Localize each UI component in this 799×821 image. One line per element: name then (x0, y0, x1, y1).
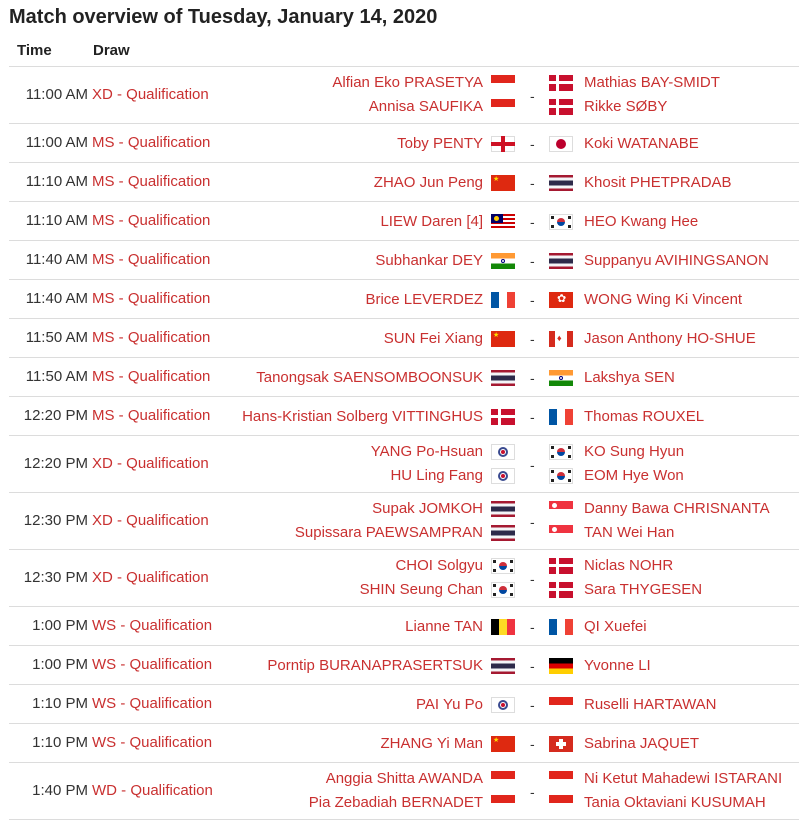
player-link-right[interactable]: Rikke SØBY (584, 98, 668, 115)
singapore-flag (549, 525, 573, 541)
page-title: Match overview of Tuesday, January 14, 2020 (9, 6, 438, 28)
indonesia-flag (549, 795, 573, 811)
player-link-right[interactable]: HEO Kwang Hee (584, 213, 699, 230)
match-time: 11:00 AM (25, 86, 88, 103)
india-flag (491, 253, 515, 269)
canada-flag: ♦ (549, 331, 573, 347)
draw-link[interactable]: MS - Qualification (92, 173, 211, 190)
player-link-right[interactable]: Niclas NOHR (584, 557, 674, 574)
player-link-right[interactable]: Lakshya SEN (584, 369, 675, 386)
match-row (9, 163, 799, 202)
korea-flag (491, 558, 515, 574)
column-header-time: Time (17, 42, 52, 59)
versus-separator: - (530, 175, 535, 191)
versus-separator: - (530, 214, 535, 230)
match-row (9, 763, 799, 820)
draw-link[interactable]: WS - Qualification (92, 656, 213, 673)
player-link-left[interactable]: Porntip BURANAPRASERTSUK (267, 657, 483, 674)
match-row (9, 607, 799, 646)
match-row (9, 493, 799, 550)
match-time: 1:10 PM (32, 695, 88, 712)
indonesia-flag (491, 99, 515, 115)
draw-link[interactable]: XD - Qualification (92, 569, 209, 586)
korea-flag (549, 468, 573, 484)
player-link-left[interactable]: Supak JOMKOH (372, 500, 483, 517)
player-link-right[interactable]: TAN Wei Han (584, 524, 675, 541)
indonesia-flag (549, 771, 573, 787)
draw-link[interactable]: WS - Qualification (92, 695, 213, 712)
match-time: 12:30 PM (23, 512, 88, 529)
denmark-flag (549, 99, 573, 115)
thailand-flag (491, 501, 515, 517)
france-flag (491, 292, 515, 308)
player-link-right[interactable]: QI Xuefei (584, 618, 647, 635)
china-flag: ★ (491, 331, 515, 347)
player-link-left[interactable]: Hans-Kristian Solberg VITTINGHUS (242, 408, 483, 425)
indonesia-flag (491, 795, 515, 811)
match-time: 1:40 PM (32, 782, 88, 799)
france-flag (549, 619, 573, 635)
player-link-left[interactable]: PAI Yu Po (416, 696, 483, 713)
thailand-flag (549, 253, 573, 269)
match-time: 11:40 AM (25, 290, 88, 307)
china-flag: ★ (491, 736, 515, 752)
draw-link[interactable]: MS - Qualification (92, 368, 211, 385)
match-table (9, 66, 799, 820)
player-link-left[interactable]: ZHAO Jun Peng (373, 174, 483, 191)
player-link-left[interactable]: ZHANG Yi Man (380, 735, 483, 752)
versus-separator: - (530, 784, 535, 800)
draw-link[interactable]: MS - Qualification (92, 212, 211, 229)
column-header-draw: Draw (93, 42, 130, 59)
indonesia-flag (491, 771, 515, 787)
japan-flag (549, 136, 573, 152)
match-row (9, 646, 799, 685)
thailand-flag (549, 175, 573, 191)
versus-separator: - (530, 136, 535, 152)
player-link-left[interactable]: HU Ling Fang (390, 467, 483, 484)
player-link-right[interactable]: Koki WATANABE (584, 135, 699, 152)
indonesia-flag (549, 697, 573, 713)
player-link-right[interactable]: Sabrina JAQUET (584, 735, 700, 752)
player-link-left[interactable]: Annisa SAUFIKA (368, 98, 483, 115)
chinese-taipei-flag (491, 444, 515, 460)
match-row (9, 67, 799, 124)
denmark-flag (549, 558, 573, 574)
draw-link[interactable]: WS - Qualification (92, 734, 213, 751)
match-row (9, 202, 799, 241)
match-row (9, 685, 799, 724)
player-link-right[interactable]: Ruselli HARTAWAN (584, 696, 717, 713)
match-row (9, 241, 799, 280)
england-flag (491, 136, 515, 152)
player-link-right[interactable]: Tania Oktaviani KUSUMAH (584, 794, 766, 811)
player-link-right[interactable]: Khosit PHETPRADAB (584, 174, 732, 191)
versus-separator: - (530, 658, 535, 674)
thailand-flag (491, 658, 515, 674)
singapore-flag (549, 501, 573, 517)
draw-link[interactable]: WS - Qualification (92, 617, 213, 634)
versus-separator: - (530, 88, 535, 104)
match-time: 12:20 PM (23, 407, 88, 424)
match-time: 11:10 AM (25, 212, 88, 229)
player-link-left[interactable]: CHOI Solgyu (395, 557, 483, 574)
player-link-right[interactable]: WONG Wing Ki Vincent (584, 291, 743, 308)
belgium-flag (491, 619, 515, 635)
player-link-right[interactable]: Jason Anthony HO-SHUE (584, 330, 756, 347)
match-row (9, 319, 799, 358)
hong-kong-flag: ✿ (549, 292, 573, 308)
player-link-right[interactable]: Suppanyu AVIHINGSANON (584, 252, 769, 269)
player-link-right[interactable]: KO Sung Hyun (584, 443, 685, 460)
match-row (9, 358, 799, 397)
player-link-right[interactable]: Sara THYGESEN (584, 581, 703, 598)
player-link-left[interactable]: Alfian Eko PRASETYA (332, 74, 483, 91)
match-time: 11:10 AM (25, 173, 88, 190)
player-link-right[interactable]: Thomas ROUXEL (584, 408, 705, 425)
match-time: 12:30 PM (23, 569, 88, 586)
thailand-flag (491, 370, 515, 386)
match-time: 1:00 PM (32, 617, 88, 634)
match-row (9, 397, 799, 436)
versus-separator: - (530, 697, 535, 713)
match-row (9, 124, 799, 163)
player-link-left[interactable]: Supissara PAEWSAMPRAN (294, 524, 483, 541)
versus-separator: - (530, 292, 535, 308)
denmark-flag (491, 409, 515, 425)
korea-flag (549, 214, 573, 230)
match-time: 1:00 PM (32, 656, 88, 673)
match-row (9, 724, 799, 763)
player-link-right[interactable]: Yvonne LI (584, 657, 651, 674)
player-link-right[interactable]: EOM Hye Won (584, 467, 684, 484)
versus-separator: - (530, 409, 535, 425)
player-link-right[interactable]: Ni Ketut Mahadewi ISTARANI (584, 770, 783, 787)
match-row (9, 280, 799, 319)
player-link-left[interactable]: Pia Zebadiah BERNADET (308, 794, 483, 811)
match-time: 1:10 PM (32, 734, 88, 751)
versus-separator: - (530, 331, 535, 347)
draw-link[interactable]: MS - Qualification (92, 290, 211, 307)
player-link-left[interactable]: SUN Fei Xiang (383, 330, 483, 347)
malaysia-flag (491, 214, 515, 230)
draw-link[interactable]: WD - Qualification (92, 782, 213, 799)
player-link-left[interactable]: Anggia Shitta AWANDA (325, 770, 483, 787)
player-link-right[interactable]: Mathias BAY-SMIDT (584, 74, 720, 91)
draw-link[interactable]: MS - Qualification (92, 251, 211, 268)
draw-link[interactable]: MS - Qualification (92, 329, 211, 346)
germany-flag (549, 658, 573, 674)
korea-flag (549, 444, 573, 460)
draw-link[interactable]: MS - Qualification (92, 134, 211, 151)
player-link-left[interactable]: YANG Po-Hsuan (370, 443, 483, 460)
match-time: 11:50 AM (25, 329, 88, 346)
match-time: 12:20 PM (23, 455, 88, 472)
korea-flag (491, 582, 515, 598)
match-time: 11:50 AM (25, 368, 88, 385)
draw-link[interactable]: XD - Qualification (92, 512, 209, 529)
draw-link[interactable]: MS - Qualification (92, 407, 211, 424)
match-row (9, 550, 799, 607)
denmark-flag (549, 75, 573, 91)
chinese-taipei-flag (491, 468, 515, 484)
versus-separator: - (530, 457, 535, 473)
match-time: 11:00 AM (25, 134, 88, 151)
indonesia-flag (491, 75, 515, 91)
switzerland-flag (549, 736, 573, 752)
player-link-left[interactable]: Lianne TAN (405, 618, 483, 635)
match-time: 11:40 AM (25, 251, 88, 268)
player-link-left[interactable]: SHIN Seung Chan (359, 581, 483, 598)
china-flag: ★ (491, 175, 515, 191)
draw-link[interactable]: XD - Qualification (92, 86, 209, 103)
thailand-flag (491, 525, 515, 541)
versus-separator: - (530, 571, 535, 587)
player-link-left[interactable]: Tanongsak SAENSOMBOONSUK (256, 369, 483, 386)
denmark-flag (549, 582, 573, 598)
player-link-left[interactable]: LIEW Daren [4] (380, 213, 483, 230)
france-flag (549, 409, 573, 425)
versus-separator: - (530, 619, 535, 635)
draw-link[interactable]: XD - Qualification (92, 455, 209, 472)
match-row (9, 436, 799, 493)
india-flag (549, 370, 573, 386)
player-link-right[interactable]: Danny Bawa CHRISNANTA (584, 500, 770, 517)
chinese-taipei-flag (491, 697, 515, 713)
versus-separator: - (530, 253, 535, 269)
player-link-left[interactable]: Subhankar DEY (375, 252, 483, 269)
versus-separator: - (530, 514, 535, 530)
versus-separator: - (530, 370, 535, 386)
player-link-left[interactable]: Brice LEVERDEZ (365, 291, 483, 308)
versus-separator: - (530, 736, 535, 752)
player-link-left[interactable]: Toby PENTY (397, 135, 483, 152)
